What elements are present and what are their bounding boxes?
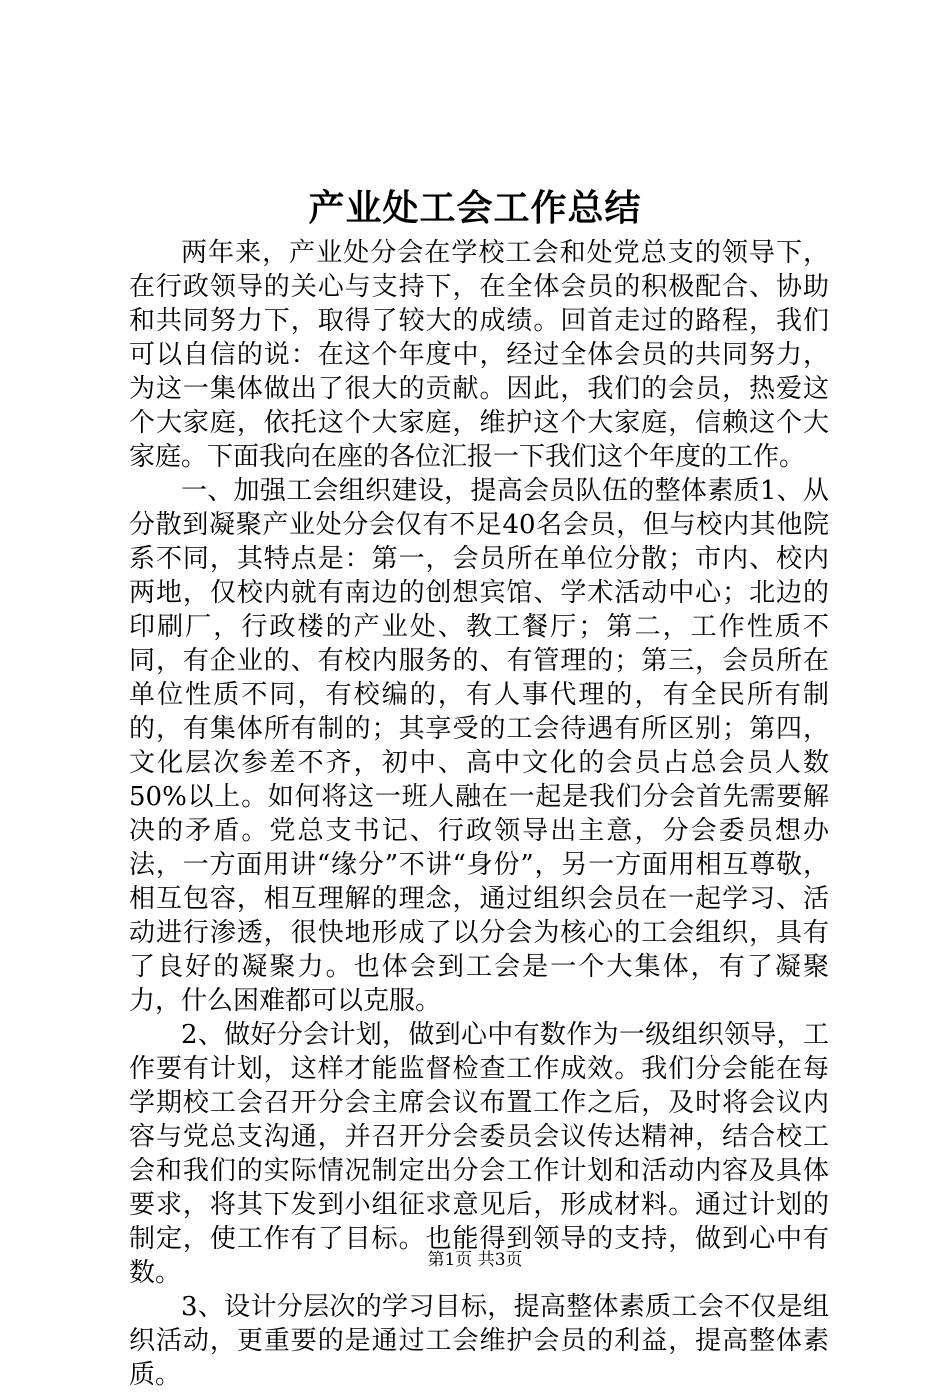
paragraph-section-3: 3、设计分层次的学习目标，提高整体素质工会不仅是组织活动，更重要的是通过工会维护会员的利益，提高整体素质。	[129, 1292, 829, 1390]
paragraph-section-2: 2、做好分会计划，做到心中有数作为一级组织领导，工作要有计划，这样才能监督检查工作成效。我们分会能在每学期校工会召开分会主席会议布置工作之后，及时将会议内容与党总支沟通，并召开分会委员会议传达精神，结合校工会和我们的实际情况制定出分会工作计划和活动内容及具体要求，将其下发到小组征求意见后，形成材料。通过计划的制定，使工作有了目标。也能得到领导的支持，做到心中有数。	[129, 1020, 829, 1288]
document-body	[129, 236, 829, 1392]
page-footer: 第1页 共3页	[427, 1250, 523, 1270]
paragraph-section-1: 一、加强工会组织建设，提高会员队伍的整体素质1、从分散到凝聚产业处分会仅有不足40名会员，但与校内其他院系不同，其特点是：第一，会员所在单位分散；市内、校内两地，仅校内就有南边的创想宾馆、学术活动中心；北边的印刷厂，行政楼的产业处、教工餐厅；第二，工作性质不同，有企业的、有校内服务的、有管理的；第三，会员所在单位性质不同，有校编的，有人事代理的，有全民所有制的，有集体所有制的；其享受的工会待遇有所区别；第四，文化层次参差不齐，初中、高中文化的会员占总会员人数50%以上。如何将这一班人融在一起是我们分会首先需要解决的矛盾。党总支书记、行政领导出主意，分会委员想办法，一方面用讲“缘分”不讲“身份”，另一方面用相互尊敬，相互包容，相互理解的理念，通过组织会员在一起学习、活动进行渗透，很快地形成了以分会为核心的工会组织，具有了良好的凝聚力。也体会到工会是一个大集体，有了凝聚力，什么困难都可以克服。	[129, 476, 829, 1016]
document-title: 产业处工会工作总结	[308, 187, 642, 229]
paragraph-intro: 两年来，产业处分会在学校工会和处党总支的领导下，在行政领导的关心与支持下，在全体会员的积极配合、协助和共同努力下，取得了较大的成绩。回首走过的路程，我们可以自信的说：在这个年度中，经过全体会员的共同努力，为这一集体做出了很大的贡献。因此，我们的会员，热爱这个大家庭，依托这个大家庭，维护这个大家庭，信赖这个大家庭。下面我向在座的各位汇报一下我们这个年度的工作。	[129, 238, 829, 472]
